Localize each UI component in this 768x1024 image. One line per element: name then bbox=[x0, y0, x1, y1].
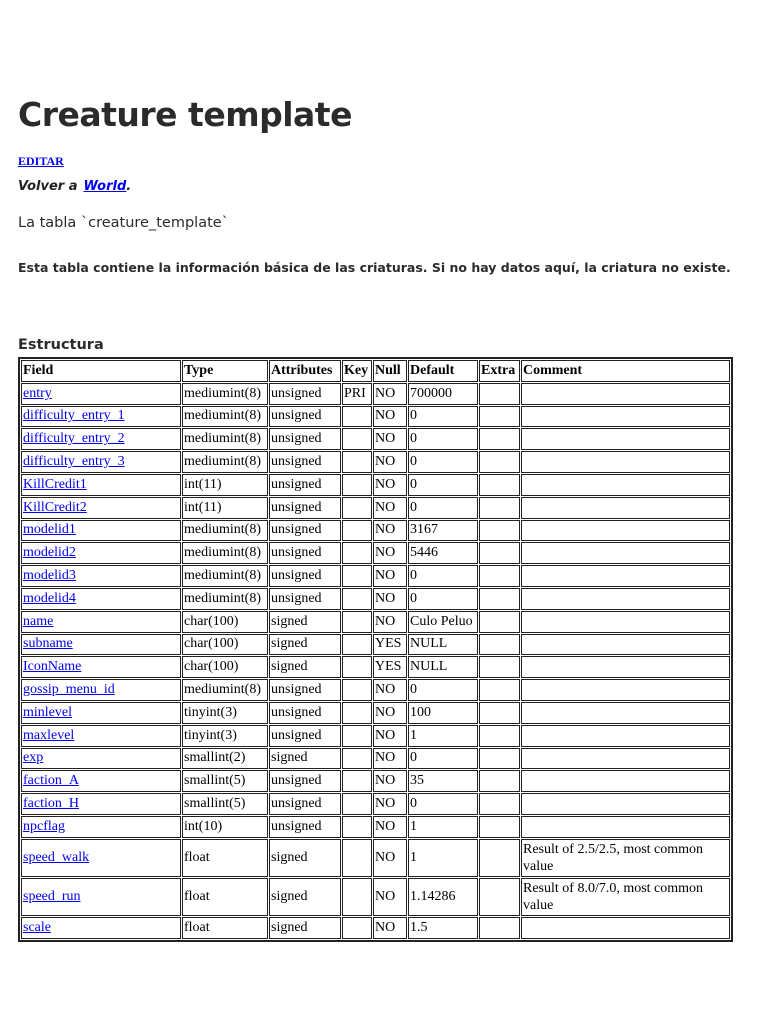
cell-null: NO bbox=[373, 702, 407, 724]
structure-table bbox=[18, 357, 733, 942]
cell-attributes: unsigned bbox=[269, 451, 341, 473]
column-header-comment: Comment bbox=[521, 360, 730, 382]
cell-extra bbox=[479, 702, 520, 724]
cell-key bbox=[342, 656, 372, 678]
cell-null: NO bbox=[373, 611, 407, 633]
table-row bbox=[21, 588, 730, 610]
cell-field bbox=[21, 702, 181, 724]
table-row bbox=[21, 383, 730, 405]
cell-comment bbox=[521, 816, 730, 838]
cell-field bbox=[21, 839, 181, 877]
cell-null: NO bbox=[373, 406, 407, 428]
field-link[interactable]: minlevel bbox=[23, 704, 72, 720]
cell-key bbox=[342, 725, 372, 747]
cell-extra bbox=[479, 725, 520, 747]
cell-field bbox=[21, 634, 181, 656]
cell-null: NO bbox=[373, 839, 407, 877]
cell-default: 1 bbox=[408, 816, 478, 838]
cell-null: YES bbox=[373, 634, 407, 656]
cell-type: mediumint(8) bbox=[182, 383, 268, 405]
cell-default: 0 bbox=[408, 588, 478, 610]
cell-comment bbox=[521, 770, 730, 792]
field-link[interactable]: subname bbox=[23, 636, 73, 652]
table-row bbox=[21, 839, 730, 877]
cell-extra bbox=[479, 451, 520, 473]
cell-key bbox=[342, 406, 372, 428]
field-link[interactable]: modelid2 bbox=[23, 545, 76, 561]
cell-field bbox=[21, 611, 181, 633]
cell-comment: Result of 8.0/7.0, most common value bbox=[521, 878, 730, 916]
cell-null: NO bbox=[373, 816, 407, 838]
cell-default: 0 bbox=[408, 451, 478, 473]
field-link[interactable]: difficulty_entry_2 bbox=[23, 431, 125, 447]
cell-comment bbox=[521, 565, 730, 587]
cell-type: smallint(5) bbox=[182, 770, 268, 792]
cell-comment bbox=[521, 383, 730, 405]
table-row bbox=[21, 451, 730, 473]
cell-key bbox=[342, 816, 372, 838]
back-navigation bbox=[18, 179, 131, 194]
cell-null: NO bbox=[373, 565, 407, 587]
field-link[interactable]: entry bbox=[23, 385, 52, 401]
cell-default: 1.5 bbox=[408, 917, 478, 939]
cell-type: tinyint(3) bbox=[182, 725, 268, 747]
cell-key bbox=[342, 793, 372, 815]
cell-key bbox=[342, 839, 372, 877]
cell-attributes: signed bbox=[269, 917, 341, 939]
cell-attributes: unsigned bbox=[269, 383, 341, 405]
cell-null: NO bbox=[373, 770, 407, 792]
cell-default: 0 bbox=[408, 474, 478, 496]
back-prefix: Volver a bbox=[18, 179, 78, 194]
cell-attributes: unsigned bbox=[269, 406, 341, 428]
cell-field bbox=[21, 917, 181, 939]
field-link[interactable]: IconName bbox=[23, 659, 82, 675]
cell-attributes: signed bbox=[269, 748, 341, 770]
cell-default: Culo Peluo bbox=[408, 611, 478, 633]
cell-extra bbox=[479, 588, 520, 610]
cell-attributes: unsigned bbox=[269, 565, 341, 587]
cell-type: int(11) bbox=[182, 474, 268, 496]
cell-attributes: unsigned bbox=[269, 816, 341, 838]
cell-null: NO bbox=[373, 917, 407, 939]
page-title: Creature template bbox=[18, 95, 352, 134]
cell-comment bbox=[521, 428, 730, 450]
table-body bbox=[21, 383, 730, 939]
cell-type: float bbox=[182, 839, 268, 877]
cell-key bbox=[342, 565, 372, 587]
cell-extra bbox=[479, 656, 520, 678]
table-row bbox=[21, 428, 730, 450]
cell-field bbox=[21, 542, 181, 564]
cell-key bbox=[342, 702, 372, 724]
cell-comment: Result of 2.5/2.5, most common value bbox=[521, 839, 730, 877]
cell-field bbox=[21, 770, 181, 792]
cell-attributes: signed bbox=[269, 611, 341, 633]
cell-null: NO bbox=[373, 679, 407, 701]
cell-extra bbox=[479, 542, 520, 564]
field-link[interactable]: gossip_menu_id bbox=[23, 682, 115, 698]
cell-comment bbox=[521, 748, 730, 770]
cell-field bbox=[21, 816, 181, 838]
field-link[interactable]: difficulty_entry_3 bbox=[23, 454, 125, 470]
column-header-type: Type bbox=[182, 360, 268, 382]
field-link[interactable]: faction_H bbox=[23, 796, 79, 812]
table-header-row bbox=[21, 360, 730, 382]
cell-extra bbox=[479, 770, 520, 792]
cell-type: smallint(2) bbox=[182, 748, 268, 770]
cell-extra bbox=[479, 406, 520, 428]
table-row bbox=[21, 770, 730, 792]
field-link[interactable]: scale bbox=[23, 919, 51, 935]
cell-null: NO bbox=[373, 725, 407, 747]
cell-field bbox=[21, 383, 181, 405]
cell-comment bbox=[521, 542, 730, 564]
cell-extra bbox=[479, 793, 520, 815]
cell-extra bbox=[479, 679, 520, 701]
table-row bbox=[21, 878, 730, 916]
cell-null: NO bbox=[373, 588, 407, 610]
cell-key bbox=[342, 520, 372, 542]
cell-default: 0 bbox=[408, 497, 478, 519]
cell-type: smallint(5) bbox=[182, 793, 268, 815]
cell-comment bbox=[521, 679, 730, 701]
cell-default: 3167 bbox=[408, 520, 478, 542]
cell-extra bbox=[479, 839, 520, 877]
cell-key: PRI bbox=[342, 383, 372, 405]
field-link[interactable]: exp bbox=[23, 750, 44, 766]
cell-attributes: signed bbox=[269, 656, 341, 678]
cell-null: NO bbox=[373, 451, 407, 473]
table-row bbox=[21, 474, 730, 496]
cell-null: NO bbox=[373, 497, 407, 519]
cell-attributes: unsigned bbox=[269, 497, 341, 519]
cell-default: 35 bbox=[408, 770, 478, 792]
cell-null: NO bbox=[373, 748, 407, 770]
table-row bbox=[21, 542, 730, 564]
cell-field bbox=[21, 656, 181, 678]
cell-comment bbox=[521, 588, 730, 610]
cell-attributes: signed bbox=[269, 634, 341, 656]
cell-field bbox=[21, 428, 181, 450]
cell-key bbox=[342, 428, 372, 450]
cell-extra bbox=[479, 816, 520, 838]
table-row bbox=[21, 611, 730, 633]
cell-default: 1.14286 bbox=[408, 878, 478, 916]
cell-comment bbox=[521, 497, 730, 519]
cell-type: mediumint(8) bbox=[182, 588, 268, 610]
cell-default: 0 bbox=[408, 793, 478, 815]
field-link[interactable]: modelid1 bbox=[23, 522, 76, 538]
cell-default: 1 bbox=[408, 725, 478, 747]
cell-extra bbox=[479, 383, 520, 405]
cell-null: NO bbox=[373, 793, 407, 815]
cell-default: 1 bbox=[408, 839, 478, 877]
table-row bbox=[21, 406, 730, 428]
table-row bbox=[21, 725, 730, 747]
field-link[interactable]: modelid3 bbox=[23, 568, 76, 584]
cell-type: mediumint(8) bbox=[182, 520, 268, 542]
table-row bbox=[21, 565, 730, 587]
cell-field bbox=[21, 451, 181, 473]
field-link[interactable]: speed_walk bbox=[23, 849, 90, 865]
cell-field bbox=[21, 474, 181, 496]
cell-comment bbox=[521, 656, 730, 678]
field-link[interactable]: KillCredit2 bbox=[23, 499, 87, 515]
cell-default: NULL bbox=[408, 656, 478, 678]
cell-extra bbox=[479, 611, 520, 633]
cell-attributes: unsigned bbox=[269, 588, 341, 610]
cell-key bbox=[342, 474, 372, 496]
cell-extra bbox=[479, 474, 520, 496]
cell-comment bbox=[521, 406, 730, 428]
cell-type: float bbox=[182, 917, 268, 939]
table-row bbox=[21, 917, 730, 939]
field-link[interactable]: KillCredit1 bbox=[23, 476, 87, 492]
cell-null: NO bbox=[373, 520, 407, 542]
cell-extra bbox=[479, 565, 520, 587]
field-link[interactable]: maxlevel bbox=[23, 727, 75, 743]
cell-field bbox=[21, 565, 181, 587]
cell-null: NO bbox=[373, 542, 407, 564]
cell-type: float bbox=[182, 878, 268, 916]
cell-field bbox=[21, 793, 181, 815]
cell-type: mediumint(8) bbox=[182, 406, 268, 428]
column-header-default: Default bbox=[408, 360, 478, 382]
cell-field bbox=[21, 878, 181, 916]
cell-field bbox=[21, 520, 181, 542]
column-header-attributes: Attributes bbox=[269, 360, 341, 382]
table-row bbox=[21, 816, 730, 838]
table-row bbox=[21, 634, 730, 656]
section-heading: La tabla `creature_template` bbox=[18, 215, 229, 231]
cell-type: tinyint(3) bbox=[182, 702, 268, 724]
cell-type: mediumint(8) bbox=[182, 565, 268, 587]
cell-key bbox=[342, 770, 372, 792]
cell-key bbox=[342, 878, 372, 916]
table-row bbox=[21, 702, 730, 724]
cell-attributes: unsigned bbox=[269, 474, 341, 496]
cell-extra bbox=[479, 520, 520, 542]
cell-type: char(100) bbox=[182, 656, 268, 678]
cell-extra bbox=[479, 634, 520, 656]
cell-extra bbox=[479, 878, 520, 916]
cell-type: mediumint(8) bbox=[182, 428, 268, 450]
cell-default: 5446 bbox=[408, 542, 478, 564]
field-link[interactable]: difficulty_entry_1 bbox=[23, 408, 125, 424]
cell-extra bbox=[479, 748, 520, 770]
cell-type: mediumint(8) bbox=[182, 679, 268, 701]
table-row bbox=[21, 679, 730, 701]
cell-key bbox=[342, 611, 372, 633]
cell-default: 0 bbox=[408, 565, 478, 587]
cell-field bbox=[21, 497, 181, 519]
cell-key bbox=[342, 497, 372, 519]
cell-type: char(100) bbox=[182, 611, 268, 633]
cell-comment bbox=[521, 793, 730, 815]
cell-type: int(10) bbox=[182, 816, 268, 838]
cell-null: NO bbox=[373, 474, 407, 496]
cell-extra bbox=[479, 428, 520, 450]
cell-field bbox=[21, 748, 181, 770]
cell-attributes: unsigned bbox=[269, 679, 341, 701]
cell-attributes: unsigned bbox=[269, 702, 341, 724]
table-row bbox=[21, 497, 730, 519]
table-description: Esta tabla contiene la información básica de las criaturas. Si no hay datos aquí, la criatura no existe. bbox=[18, 260, 731, 275]
cell-comment bbox=[521, 634, 730, 656]
table-row bbox=[21, 520, 730, 542]
cell-attributes: signed bbox=[269, 839, 341, 877]
cell-extra bbox=[479, 497, 520, 519]
table-row bbox=[21, 793, 730, 815]
back-suffix: . bbox=[126, 179, 132, 194]
column-header-field: Field bbox=[21, 360, 181, 382]
cell-attributes: unsigned bbox=[269, 793, 341, 815]
cell-default: 100 bbox=[408, 702, 478, 724]
cell-type: int(11) bbox=[182, 497, 268, 519]
table-row bbox=[21, 656, 730, 678]
cell-type: mediumint(8) bbox=[182, 542, 268, 564]
cell-attributes: unsigned bbox=[269, 542, 341, 564]
cell-comment bbox=[521, 474, 730, 496]
cell-key bbox=[342, 588, 372, 610]
cell-type: mediumint(8) bbox=[182, 451, 268, 473]
structure-heading: Estructura bbox=[18, 337, 104, 353]
column-header-null: Null bbox=[373, 360, 407, 382]
cell-comment bbox=[521, 611, 730, 633]
cell-comment bbox=[521, 725, 730, 747]
cell-comment bbox=[521, 520, 730, 542]
cell-key bbox=[342, 679, 372, 701]
cell-extra bbox=[479, 917, 520, 939]
cell-field bbox=[21, 588, 181, 610]
cell-null: NO bbox=[373, 878, 407, 916]
cell-default: 0 bbox=[408, 406, 478, 428]
cell-null: NO bbox=[373, 383, 407, 405]
cell-attributes: signed bbox=[269, 878, 341, 916]
cell-comment bbox=[521, 917, 730, 939]
column-header-extra: Extra bbox=[479, 360, 520, 382]
field-link[interactable]: speed_run bbox=[23, 888, 81, 904]
cell-null: NO bbox=[373, 428, 407, 450]
cell-attributes: unsigned bbox=[269, 428, 341, 450]
cell-key bbox=[342, 634, 372, 656]
cell-field bbox=[21, 725, 181, 747]
field-link[interactable]: modelid4 bbox=[23, 590, 76, 606]
cell-default: 0 bbox=[408, 428, 478, 450]
cell-comment bbox=[521, 702, 730, 724]
cell-key bbox=[342, 542, 372, 564]
cell-null: YES bbox=[373, 656, 407, 678]
cell-default: 0 bbox=[408, 679, 478, 701]
world-link[interactable]: World bbox=[83, 179, 127, 194]
cell-default: 700000 bbox=[408, 383, 478, 405]
cell-key bbox=[342, 451, 372, 473]
cell-comment bbox=[521, 451, 730, 473]
cell-default: NULL bbox=[408, 634, 478, 656]
cell-attributes: unsigned bbox=[269, 770, 341, 792]
cell-field bbox=[21, 406, 181, 428]
cell-attributes: unsigned bbox=[269, 725, 341, 747]
column-header-key: Key bbox=[342, 360, 372, 382]
cell-field bbox=[21, 679, 181, 701]
cell-key bbox=[342, 748, 372, 770]
field-link[interactable]: name bbox=[23, 613, 54, 629]
cell-attributes: unsigned bbox=[269, 520, 341, 542]
field-link[interactable]: npcflag bbox=[23, 818, 65, 834]
cell-default: 0 bbox=[408, 748, 478, 770]
edit-link[interactable]: EDITAR bbox=[18, 154, 64, 168]
table-row bbox=[21, 748, 730, 770]
cell-key bbox=[342, 917, 372, 939]
cell-type: char(100) bbox=[182, 634, 268, 656]
field-link[interactable]: faction_A bbox=[23, 773, 79, 789]
